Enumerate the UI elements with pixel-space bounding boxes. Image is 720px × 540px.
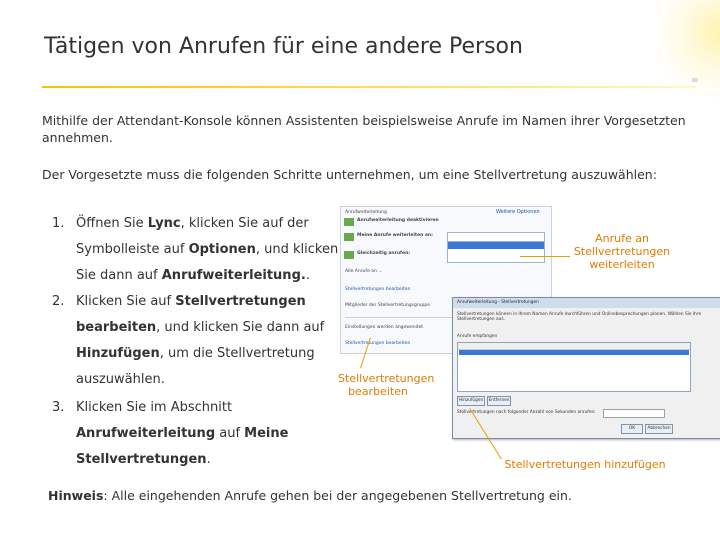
step-line: Hinzufügen, um die Stellvertretung: [76, 346, 315, 361]
step-number: 1.: [52, 216, 65, 231]
phone-forward-icon: [344, 233, 354, 241]
step-line: Anrufweiterleitung auf Meine: [76, 426, 289, 441]
callout-leader: [520, 256, 570, 257]
call-forwarding-options-screenshot: Anrufweiterleitung Weitere Optionen Anrufweiterleitung deaktivieren Meine Anrufe weiterleiten an: Gleichzeitig anrufen: Alle Anrufe an ... Stellvertretungen bearbeiten Mitglieder der Stellvertretungsgruppe Einstellungen werden angewendet Stellvertretungen bearbeiten: [340, 206, 552, 354]
step-line: auszuwählen.: [76, 372, 165, 387]
step-line: Sie dann auf Anrufweiterleitung..: [76, 268, 310, 283]
callout-forward-to-delegates: Anrufe an Stellvertretungen weiterleiten: [573, 232, 671, 271]
callout-add-delegates: Stellvertretungen hinzufügen: [504, 458, 666, 471]
step-line: Klicken Sie auf Stellvertretungen: [76, 294, 306, 309]
corner-decoration: [660, 0, 720, 110]
step-line: bearbeiten, und klicken Sie dann auf: [76, 320, 325, 335]
delegate-dialog-screenshot: Anrufweiterleitung - Stellvertretungen Stellvertretungen können in Ihrem Namen Anrufe durchführen und Onlinebesprechungen planen. Wählen Sie Ihre Stellvertretungen aus. Anrufe empfangen Hinzufügen Entfernen Stellvertretungen nach folgender Anzahl von Sekunden anrufen: OK Abbrechen: [452, 297, 720, 439]
dialog-titlebar: Anrufweiterleitung - Stellvertretungen: [453, 298, 720, 308]
step-line: Klicken Sie im Abschnitt: [76, 400, 233, 415]
callout-edit-delegates: Stellvertretungen bearbeiten: [338, 372, 435, 398]
step-number: 2.: [52, 294, 65, 309]
corner-mark: [692, 78, 698, 82]
step-line: Symbolleiste auf Optionen, und klicken: [76, 242, 339, 257]
lead-paragraph: Der Vorgesetzte muss die folgenden Schritte unternehmen, um eine Stellvertretung auszuwählen:: [42, 167, 657, 182]
phone-ring-icon: [344, 251, 354, 259]
seconds-select[interactable]: [603, 409, 665, 418]
step-number: 3.: [52, 400, 65, 415]
phone-icon: [344, 218, 354, 226]
ok-button[interactable]: OK: [621, 424, 643, 434]
selected-delegate-row[interactable]: [459, 350, 689, 355]
note: Hinweis: Alle eingehenden Anrufe gehen bei der angegebenen Stellvertretung ein.: [48, 488, 572, 503]
step-line: Stellvertretungen.: [76, 452, 211, 467]
intro-paragraph: Mithilfe der Attendant-Konsole können Assistenten beispielsweise Anrufe im Namen ihrer Vorgesetzten annehmen.: [42, 113, 686, 145]
slide-title: Tätigen von Anrufen für eine andere Person: [44, 34, 523, 59]
add-button[interactable]: Hinzufügen: [457, 396, 485, 406]
delegates-list[interactable]: [457, 342, 691, 392]
dropdown-list[interactable]: [447, 241, 545, 263]
cancel-button[interactable]: Abbrechen: [645, 424, 673, 434]
remove-button[interactable]: Entfernen: [487, 396, 511, 406]
title-underline: [42, 86, 696, 88]
step-line: Öffnen Sie Lync, klicken Sie auf der: [76, 216, 309, 231]
selected-option[interactable]: [448, 242, 544, 249]
